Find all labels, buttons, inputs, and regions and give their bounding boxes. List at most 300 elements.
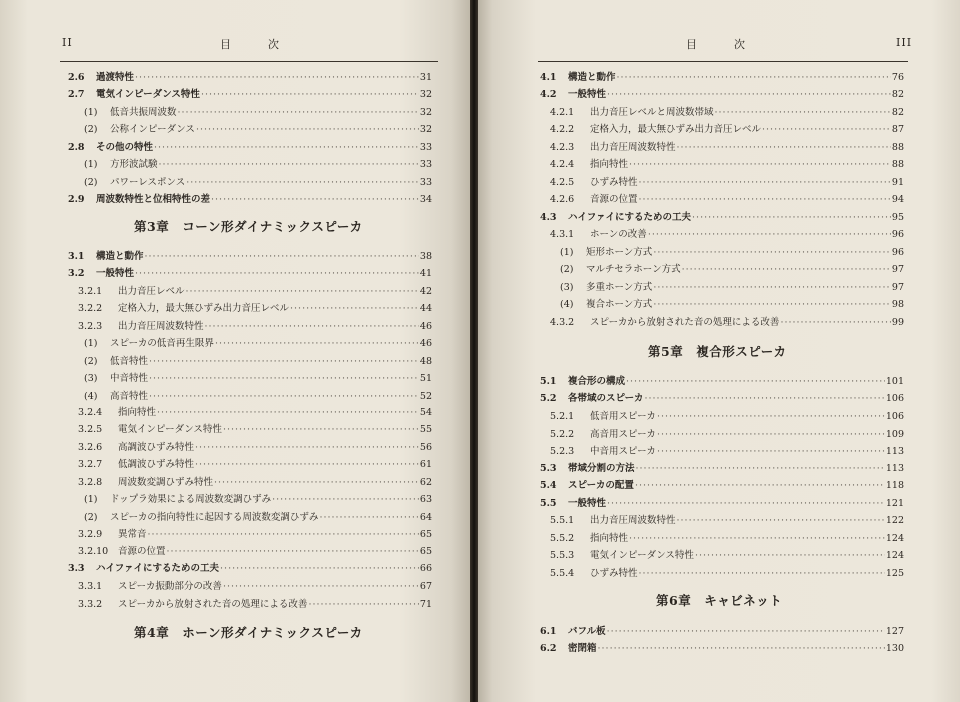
section-title: スピーカの指向特性に起因する周波数変調ひずみ (110, 512, 319, 523)
section-title: 方形波試験 (110, 159, 158, 170)
section-number: 3.2 (68, 268, 85, 279)
section-number: (1) (84, 338, 98, 349)
section-title: 低音特性 (110, 356, 149, 367)
toc-entry (78, 405, 432, 420)
dot-leader (653, 280, 891, 295)
toc-entry (550, 566, 904, 581)
toc-entry (540, 624, 904, 639)
toc-entry (540, 210, 904, 225)
page-number: 106 (885, 393, 904, 404)
page-number: 33 (419, 142, 432, 153)
section-number: 4.1 (540, 72, 557, 83)
page-number: 38 (419, 251, 432, 262)
page-number: 32 (419, 89, 432, 100)
section-number: 5.5.3 (550, 550, 575, 561)
section-title: 複合ホーン方式 (586, 299, 653, 310)
dot-leader (617, 70, 891, 85)
dot-leader (148, 527, 419, 542)
left-page (0, 0, 470, 702)
dot-leader (154, 140, 419, 155)
page-number: 65 (419, 546, 432, 557)
toc-entry (540, 641, 904, 656)
dot-leader (677, 513, 885, 528)
header-rule (60, 61, 438, 62)
toc-entry (84, 510, 432, 525)
section-number: 6.1 (540, 626, 557, 637)
section-number: (3) (560, 282, 574, 293)
section-number: 5.1 (540, 376, 557, 387)
section-title: 音源の位置 (590, 194, 638, 205)
dot-leader (626, 374, 885, 389)
page-number: 113 (885, 463, 904, 474)
dot-leader (135, 266, 419, 281)
dot-leader (653, 297, 891, 312)
section-title: 密閉箱 (568, 643, 597, 654)
section-title: 低調波ひずみ特性 (118, 459, 195, 470)
dot-leader (186, 284, 419, 299)
page-number: 42 (419, 286, 432, 297)
section-title: 多重ホーン方式 (586, 282, 653, 293)
page-number: 56 (419, 442, 432, 453)
dot-leader (598, 641, 885, 656)
page-number: 34 (419, 194, 432, 205)
dot-leader (215, 336, 419, 351)
page-number: 62 (419, 477, 432, 488)
section-title: 出力音圧レベルと周波数帯域 (590, 107, 714, 118)
toc-entry (550, 227, 904, 242)
toc-entry (68, 561, 432, 576)
section-title: 複合形の構成 (568, 376, 626, 387)
section-number: (1) (560, 247, 574, 258)
toc-entry (550, 444, 904, 459)
chapter-heading: 第5章 複合形スピーカ (648, 344, 787, 359)
page-number: 97 (891, 282, 904, 293)
section-number: 3.3.2 (78, 599, 103, 610)
section-title: 電気インピーダンス特性 (118, 424, 222, 435)
section-title: 指向特性 (590, 533, 629, 544)
page-number: 65 (419, 529, 432, 540)
page-number: 97 (891, 264, 904, 275)
page-number: 88 (891, 159, 904, 170)
toc-entry (78, 319, 432, 334)
section-number: 3.2.3 (78, 321, 103, 332)
page-number: 98 (891, 299, 904, 310)
section-number: (1) (84, 107, 98, 118)
section-number: (2) (84, 177, 98, 188)
toc-entry (68, 249, 432, 264)
section-number: 4.2.2 (550, 124, 575, 135)
toc-entry (540, 391, 904, 406)
section-title: 周波数特性と位相特性の差 (96, 194, 211, 205)
page-number: 125 (885, 568, 904, 579)
section-number: 3.2.1 (78, 286, 103, 297)
toc-entry (540, 87, 904, 102)
dot-leader (636, 461, 885, 476)
dot-leader (308, 597, 418, 612)
dot-leader (211, 192, 419, 207)
toc-entry (84, 157, 432, 172)
section-number: 2.9 (68, 194, 85, 205)
page-number: 113 (885, 446, 904, 457)
toc-entry (78, 440, 432, 455)
section-number: 4.2.1 (550, 107, 575, 118)
section-title: スピーカの低音再生限界 (110, 338, 214, 349)
section-number: 3.2.5 (78, 424, 103, 435)
section-title: 周波数変調ひずみ特性 (118, 477, 214, 488)
toc-entry (550, 192, 904, 207)
page-number: 67 (419, 581, 432, 592)
chapter-heading: 第4章 ホーン形ダイナミックスピーカ (134, 625, 363, 640)
toc-entry (84, 175, 432, 190)
toc-entry (560, 245, 904, 260)
page-number-roman: III (896, 36, 913, 49)
section-number: 2.7 (68, 89, 85, 100)
section-number: (2) (84, 124, 98, 135)
section-number: 2.6 (68, 72, 85, 83)
page-number: 51 (419, 373, 432, 384)
toc-entry (550, 175, 904, 190)
dot-leader (157, 405, 419, 420)
section-number: (2) (84, 512, 98, 523)
toc-entry (550, 513, 904, 528)
dot-leader (167, 544, 419, 559)
page-number: 66 (419, 563, 432, 574)
section-number: 5.5.4 (550, 568, 575, 579)
page-number: 101 (885, 376, 904, 387)
toc-entry (84, 122, 432, 137)
page-number: 76 (891, 72, 904, 83)
page-number: 31 (419, 72, 432, 83)
toc-entry (540, 70, 904, 85)
section-title: 定格入力，最大無ひずみ出力音圧レベル (118, 303, 290, 314)
dot-leader (607, 87, 891, 102)
dot-leader (639, 175, 891, 190)
section-number: 3.1 (68, 251, 85, 262)
toc-entry (560, 297, 904, 312)
dot-leader (214, 475, 419, 490)
page-number: 124 (885, 533, 904, 544)
section-title: 矩形ホーン方式 (586, 247, 653, 258)
section-number: 3.2.8 (78, 477, 103, 488)
page-number: 33 (419, 177, 432, 188)
section-number: 3.2.6 (78, 442, 103, 453)
dot-leader (195, 457, 419, 472)
section-number: (1) (84, 159, 98, 170)
section-title: 定格入力，最大無ひずみ出力音圧レベル (590, 124, 762, 135)
chapter-heading: 第6章 キャビネット (656, 593, 783, 608)
dot-leader (657, 444, 885, 459)
dot-leader (780, 315, 890, 330)
page-number: 46 (419, 321, 432, 332)
toc-entry (84, 105, 432, 120)
page-number: 46 (419, 338, 432, 349)
section-number: 3.2.7 (78, 459, 103, 470)
dot-leader (629, 531, 885, 546)
section-number: 5.5.1 (550, 515, 575, 526)
section-title: 構造と動作 (568, 72, 616, 83)
toc-entry (550, 122, 904, 137)
dot-leader (135, 70, 419, 85)
section-number: 3.3.1 (78, 581, 103, 592)
dot-leader (196, 122, 419, 137)
section-title: ドップラ効果による周波数変調ひずみ (110, 494, 272, 505)
page-number: 96 (891, 229, 904, 240)
section-title: 高音用スピーカ (590, 429, 656, 440)
dot-leader (149, 371, 419, 386)
section-number: 3.2.9 (78, 529, 103, 540)
dot-leader (145, 249, 419, 264)
section-title: スピーカから放射された音の処理による改善 (590, 317, 780, 328)
section-title: パワーレスポンス (110, 177, 186, 188)
page-number: 82 (891, 107, 904, 118)
section-title: 出力音圧周波数特性 (118, 321, 204, 332)
section-title: マルチセラホーン方式 (586, 264, 681, 275)
page-number: 99 (891, 317, 904, 328)
page-number: 88 (891, 142, 904, 153)
toc-entry (78, 284, 432, 299)
toc-entry (550, 315, 904, 330)
toc-entry (550, 409, 904, 424)
section-number: 3.2.10 (78, 546, 109, 557)
page-number: 82 (891, 89, 904, 100)
header-title: 目 次 (220, 38, 280, 51)
section-number: 3.3 (68, 563, 85, 574)
section-title: 一般特性 (568, 89, 607, 100)
dot-leader (657, 427, 885, 442)
section-title: スピーカから放射された音の処理による改善 (118, 599, 308, 610)
dot-leader (639, 566, 885, 581)
dot-leader (149, 389, 419, 404)
section-title: 出力音圧レベル (118, 286, 185, 297)
dot-leader (644, 391, 884, 406)
toc-entry (540, 374, 904, 389)
section-number: 5.3 (540, 463, 557, 474)
dot-leader (657, 409, 885, 424)
page-number: 33 (419, 159, 432, 170)
toc-entry (540, 496, 904, 511)
section-number: 4.2.5 (550, 177, 575, 188)
page-number: 32 (419, 107, 432, 118)
section-title: ひずみ特性 (590, 568, 638, 579)
toc-entry (78, 544, 432, 559)
section-title: 低音共振周波数 (110, 107, 177, 118)
page-number: 109 (885, 429, 904, 440)
section-title: 高音特性 (110, 391, 149, 402)
toc-entry (540, 461, 904, 476)
section-title: 出力音圧周波数特性 (590, 515, 676, 526)
section-title: 指向特性 (118, 407, 157, 418)
dot-leader (178, 105, 419, 120)
page-number: 121 (885, 498, 904, 509)
section-title: 過渡特性 (96, 72, 135, 83)
dot-leader (682, 262, 891, 277)
dot-leader (290, 301, 419, 316)
section-title: 電気インピーダンス特性 (96, 89, 200, 100)
toc-entry (78, 457, 432, 472)
toc-entry (84, 354, 432, 369)
page-number: 130 (885, 643, 904, 654)
dot-leader (607, 496, 885, 511)
section-title: バフル板 (568, 626, 606, 637)
section-number: (4) (560, 299, 574, 310)
dot-leader (607, 624, 885, 639)
section-number: (2) (84, 356, 98, 367)
section-number: 5.2 (540, 393, 557, 404)
toc-entry (68, 140, 432, 155)
section-title: 一般特性 (568, 498, 607, 509)
dot-leader (223, 422, 419, 437)
page-number: 61 (419, 459, 432, 470)
page-number: 95 (891, 212, 904, 223)
toc-entry (78, 579, 432, 594)
toc-entry (540, 478, 904, 493)
dot-leader (220, 561, 419, 576)
header-title: 目 次 (686, 38, 746, 51)
section-number: 6.2 (540, 643, 557, 654)
dot-leader (677, 140, 891, 155)
dot-leader (223, 579, 419, 594)
page-number: 44 (419, 303, 432, 314)
book-gutter (470, 0, 478, 702)
dot-leader (762, 122, 891, 137)
page-number: 64 (419, 512, 432, 523)
section-number: 3.2.2 (78, 303, 103, 314)
toc-entry (550, 105, 904, 120)
section-number: 5.5 (540, 498, 557, 509)
toc-entry (84, 389, 432, 404)
page-number: 118 (885, 480, 904, 491)
toc-entry (68, 87, 432, 102)
page-number: 122 (885, 515, 904, 526)
section-title: 音源の位置 (118, 546, 166, 557)
dot-leader (635, 478, 885, 493)
dot-leader (692, 210, 891, 225)
page-number: 91 (891, 177, 904, 188)
section-title: 指向特性 (590, 159, 629, 170)
page-number-roman: II (62, 36, 73, 49)
dot-leader (272, 492, 419, 507)
page-number: 55 (419, 424, 432, 435)
page-number: 124 (885, 550, 904, 561)
page-number: 41 (419, 268, 432, 279)
page-number: 71 (419, 599, 432, 610)
section-number: 2.8 (68, 142, 85, 153)
section-title: ハイファイにするための工夫 (568, 212, 692, 223)
section-title: スピーカ振動部分の改善 (118, 581, 222, 592)
toc-entry (68, 266, 432, 281)
section-number: (2) (560, 264, 574, 275)
page-number: 48 (419, 356, 432, 367)
section-title: 中音特性 (110, 373, 149, 384)
toc-entry (550, 427, 904, 442)
header-rule (538, 61, 908, 62)
section-number: 5.2.1 (550, 411, 575, 422)
section-number: 4.3 (540, 212, 557, 223)
page-number: 106 (885, 411, 904, 422)
dot-leader (319, 510, 418, 525)
toc-entry (78, 422, 432, 437)
toc-entry (84, 492, 432, 507)
section-number: 5.2.2 (550, 429, 575, 440)
section-number: 4.2 (540, 89, 557, 100)
toc-entry (68, 70, 432, 85)
dot-leader (639, 192, 891, 207)
page-number: 54 (419, 407, 432, 418)
section-number: 4.2.6 (550, 194, 575, 205)
section-number: 4.2.3 (550, 142, 575, 153)
section-title: ホーンの改善 (590, 229, 647, 240)
toc-entry (78, 527, 432, 542)
section-title: 異常音 (118, 529, 147, 540)
section-title: スピーカの配置 (568, 480, 634, 491)
toc-entry (78, 475, 432, 490)
section-title: ひずみ特性 (590, 177, 638, 188)
page-number: 32 (419, 124, 432, 135)
toc-entry (84, 336, 432, 351)
toc-entry (550, 548, 904, 563)
right-page (478, 0, 960, 702)
section-number: 5.2.3 (550, 446, 575, 457)
section-title: 帯域分割の方法 (568, 463, 635, 474)
dot-leader (715, 105, 891, 120)
page-number: 63 (419, 494, 432, 505)
section-title: 構造と動作 (96, 251, 144, 262)
section-number: (4) (84, 391, 98, 402)
section-title: 公称インピーダンス (110, 124, 195, 135)
dot-leader (648, 227, 891, 242)
toc-entry (78, 597, 432, 612)
toc-entry (560, 280, 904, 295)
toc-entry (68, 192, 432, 207)
section-number: 4.2.4 (550, 159, 575, 170)
section-number: 5.4 (540, 480, 557, 491)
section-title: その他の特性 (96, 142, 154, 153)
section-number: 4.3.2 (550, 317, 575, 328)
dot-leader (195, 440, 419, 455)
dot-leader (629, 157, 891, 172)
section-title: 中音用スピーカ (590, 446, 656, 457)
chapter-heading: 第3章 コーン形ダイナミックスピーカ (134, 219, 363, 234)
dot-leader (201, 87, 419, 102)
section-title: 高調波ひずみ特性 (118, 442, 195, 453)
toc-entry (78, 301, 432, 316)
toc-entry (550, 140, 904, 155)
toc-entry (550, 157, 904, 172)
section-title: 出力音圧周波数特性 (590, 142, 676, 153)
section-title: 低音用スピーカ (590, 411, 656, 422)
section-number: (3) (84, 373, 98, 384)
dot-leader (205, 319, 419, 334)
page-number: 94 (891, 194, 904, 205)
toc-entry (84, 371, 432, 386)
page-number: 52 (419, 391, 432, 402)
dot-leader (653, 245, 891, 260)
section-number: (1) (84, 494, 98, 505)
page-number: 87 (891, 124, 904, 135)
section-number: 4.3.1 (550, 229, 575, 240)
dot-leader (695, 548, 885, 563)
section-number: 5.5.2 (550, 533, 575, 544)
toc-entry (550, 531, 904, 546)
toc-entry (560, 262, 904, 277)
page-number: 96 (891, 247, 904, 258)
dot-leader (159, 157, 419, 172)
section-title: 各帯域のスピーカ (568, 393, 644, 404)
page-number: 127 (885, 626, 904, 637)
section-title: ハイファイにするための工夫 (96, 563, 220, 574)
section-title: 電気インピーダンス特性 (590, 550, 694, 561)
dot-leader (186, 175, 419, 190)
